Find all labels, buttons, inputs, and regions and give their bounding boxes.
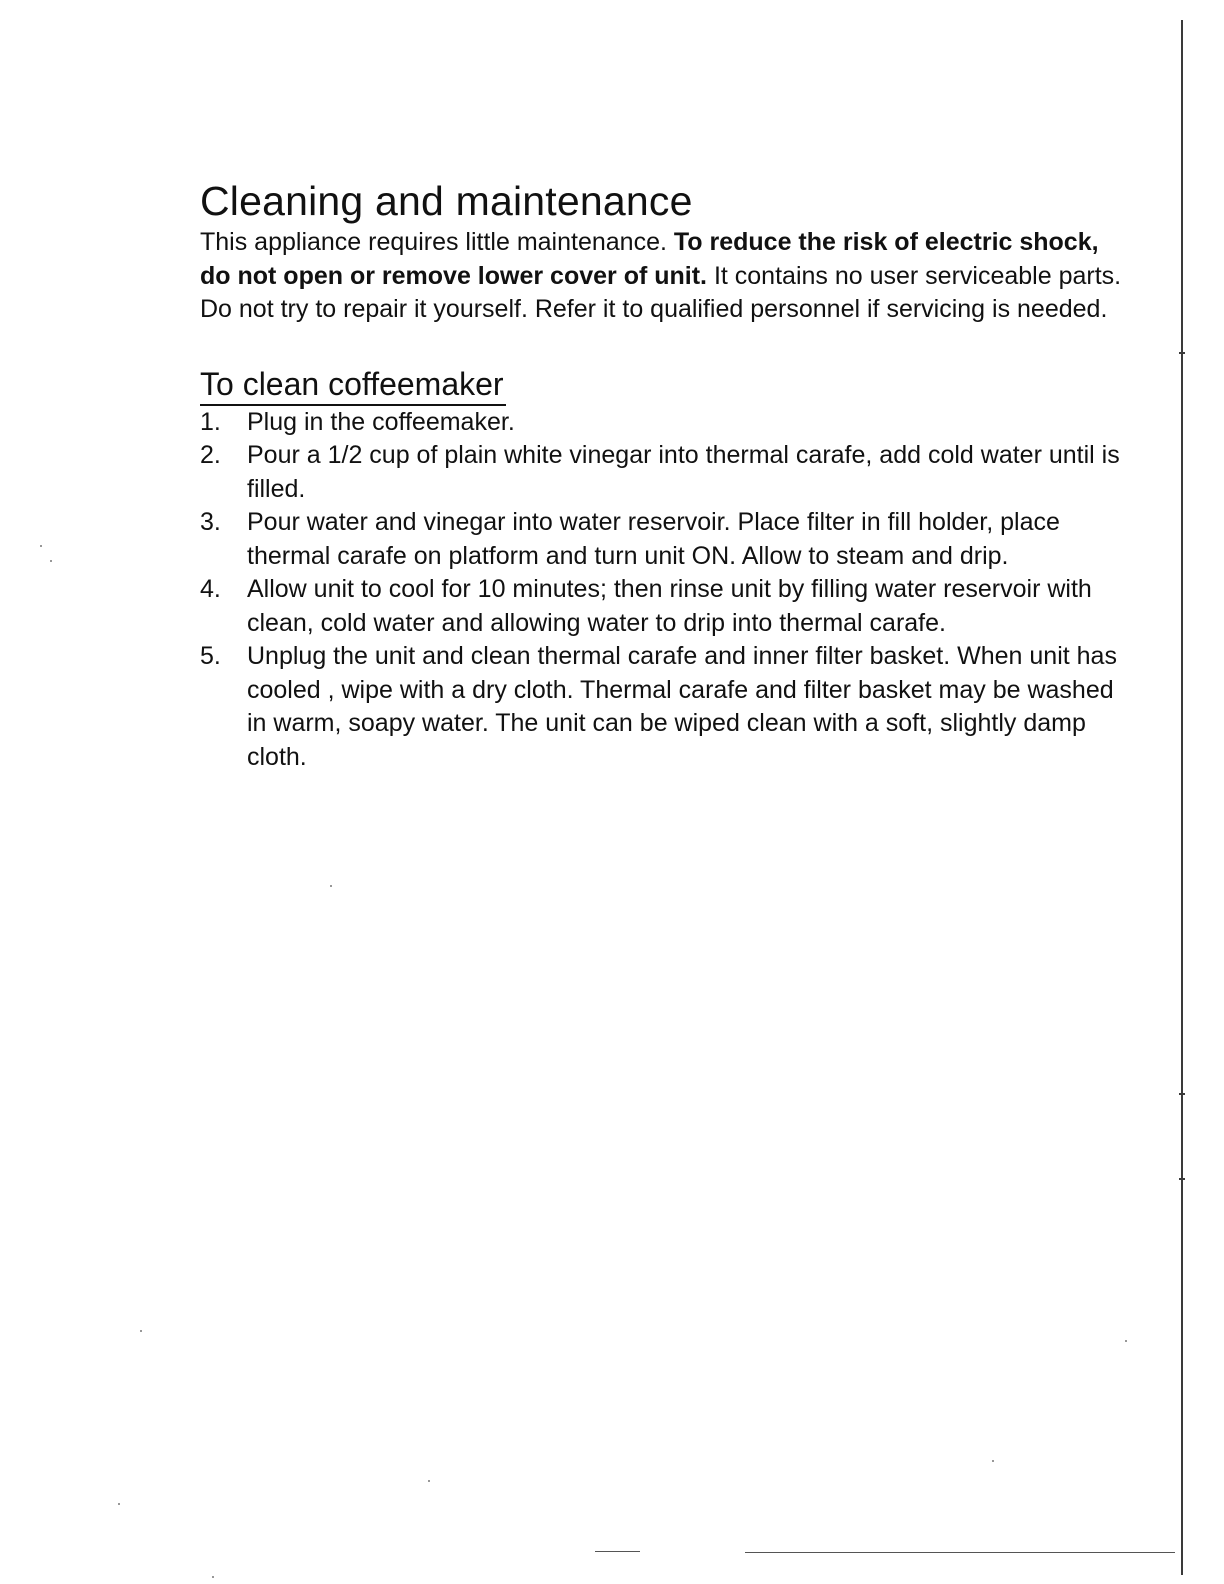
intro-warning: To reduce the risk of electric shock, do not open or remove lower cover of unit. — [200, 228, 1099, 290]
intro-lead: This appliance requires little maintenance. — [200, 228, 674, 256]
step-text: Plug in the coffeemaker. — [247, 407, 515, 436]
step-number: 3. — [200, 508, 221, 536]
list-item — [200, 506, 1130, 573]
step-number: 4. — [200, 575, 221, 603]
scan-bottom-rule — [745, 1552, 1175, 1553]
cleaning-steps-list — [200, 406, 1130, 775]
scan-speck — [140, 1330, 142, 1332]
step-number: 1. — [200, 407, 221, 436]
section-heading: To clean coffeemaker — [200, 365, 506, 406]
scan-edge-line — [1181, 20, 1183, 1575]
list-item — [200, 573, 1130, 640]
scan-edge-mark — [1179, 1178, 1185, 1180]
list-item — [200, 439, 1130, 506]
scan-speck — [992, 1460, 994, 1462]
scan-speck — [118, 1503, 120, 1505]
list-item — [200, 406, 1130, 440]
scan-speck — [40, 545, 42, 547]
scan-speck — [212, 1576, 214, 1578]
intro-tail: It contains no user serviceable parts. Do not try to repair it yourself. Refer it to qualified personnel if servicing is needed. — [200, 261, 1122, 323]
step-text: Pour water and vinegar into water reservoir. Place filter in fill holder, place thermal carafe on platform and turn unit ON. Allow to steam and drip. — [247, 508, 1060, 570]
step-text: Unplug the unit and clean thermal carafe and inner filter basket. When unit has cooled , wipe with a dry cloth. Thermal carafe and filter basket may be washed in warm, soapy water. The unit can be wiped clean with a soft, slightly damp cloth. — [247, 642, 1117, 771]
scan-bottom-rule — [595, 1551, 640, 1552]
list-item — [200, 640, 1130, 774]
scan-speck — [1125, 1340, 1127, 1342]
intro-paragraph — [200, 226, 1130, 327]
page-title: Cleaning and maintenance — [200, 178, 693, 224]
step-text: Pour a 1/2 cup of plain white vinegar into thermal carafe, add cold water until is filled. — [247, 441, 1120, 503]
document-content — [200, 176, 1130, 774]
step-number: 2. — [200, 441, 221, 469]
scan-speck — [330, 885, 332, 887]
step-text: Allow unit to cool for 10 minutes; then rinse unit by filling water reservoir with clean, cold water and allowing water to drip into thermal carafe. — [247, 575, 1092, 637]
scan-edge-mark — [1179, 352, 1185, 354]
scan-speck — [428, 1480, 430, 1482]
step-number: 5. — [200, 642, 221, 670]
scan-edge-mark — [1179, 1093, 1185, 1095]
scan-speck — [50, 560, 52, 562]
